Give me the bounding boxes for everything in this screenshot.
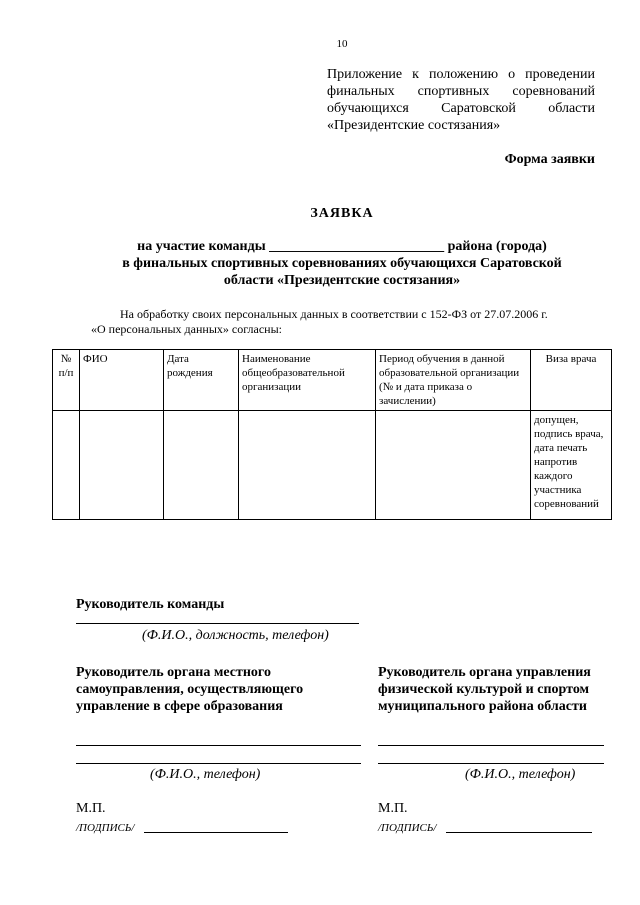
- table-header-row: [53, 350, 612, 411]
- appendix-line: финальных спортивных соревнований: [327, 84, 595, 99]
- right-signature-label: /ПОДПИСЬ/: [378, 822, 437, 834]
- table-row: [53, 411, 612, 520]
- consent-text: [82, 307, 602, 337]
- document-title: ЗАЯВКА: [310, 206, 374, 221]
- col-header-doctor-visa: Виза врача: [531, 350, 612, 411]
- left-signer-title-line: самоуправления, осуществляющего: [76, 682, 304, 697]
- col-header-organization: Наименование общеобразовательной организации: [239, 350, 376, 411]
- appendix-header: [327, 66, 595, 134]
- cell-birthdate[interactable]: [164, 411, 239, 520]
- right-signer-title: [378, 664, 591, 715]
- left-signer-caption: (Ф.И.О., телефон): [150, 767, 261, 782]
- left-signer-title-line: Руководитель органа местного: [76, 665, 271, 680]
- cell-fio[interactable]: [80, 411, 164, 520]
- right-signer-title-line: муниципального района области: [378, 699, 587, 714]
- appendix-line: Приложение к положению о проведении: [327, 67, 595, 82]
- right-signer-caption: (Ф.И.О., телефон): [465, 767, 576, 782]
- cell-organization[interactable]: [239, 411, 376, 520]
- left-signature-label: /ПОДПИСЬ/: [76, 822, 135, 834]
- appendix-line: «Президентские состязания»: [327, 118, 501, 133]
- consent-line: «О персональных данных» согласны:: [91, 322, 282, 336]
- col-header-fio: ФИО: [80, 350, 164, 411]
- right-signer-title-line: Руководитель органа управления: [378, 665, 591, 680]
- team-leader-caption: (Ф.И.О., должность, телефон): [142, 628, 329, 643]
- right-signature-field[interactable]: [378, 818, 592, 834]
- application-table: [52, 349, 612, 520]
- team-leader-signature-line[interactable]: [76, 623, 359, 624]
- team-leader-title: Руководитель команды: [76, 597, 225, 612]
- left-signer-line-2[interactable]: [76, 763, 361, 764]
- left-stamp-label: М.П.: [76, 801, 106, 816]
- document-subtitle: [80, 238, 604, 289]
- left-signer-title-line: управление в сфере образования: [76, 699, 283, 714]
- form-label: Форма заявки: [504, 152, 595, 167]
- page-number: 10: [336, 38, 348, 50]
- left-signer-title: [76, 664, 303, 715]
- right-signature-line: [446, 832, 592, 833]
- right-signer-line-1[interactable]: [378, 745, 604, 746]
- cell-study-period[interactable]: [376, 411, 531, 520]
- left-signature-line: [144, 832, 288, 833]
- right-signer-line-2[interactable]: [378, 763, 604, 764]
- left-signer-line-1[interactable]: [76, 745, 361, 746]
- cell-doctor-visa: допущен, подпись врача, дата печать напротив каждого участника соревнований: [531, 411, 612, 520]
- appendix-line: обучающихся Саратовской области: [327, 101, 595, 116]
- col-header-number: № п/п: [53, 350, 80, 411]
- right-stamp-label: М.П.: [378, 801, 408, 816]
- right-signer-title-line: физической культурой и спортом: [378, 682, 590, 697]
- subtitle-line: на участие команды _________________________ района (города): [137, 239, 547, 254]
- left-signature-field[interactable]: [76, 818, 288, 834]
- col-header-birthdate: Дата рождения: [164, 350, 239, 411]
- col-header-study-period: Период обучения в данной образовательной организации (№ и дата приказа о зачислении): [376, 350, 531, 411]
- cell-number[interactable]: [53, 411, 80, 520]
- subtitle-line: области «Президентские состязания»: [223, 273, 461, 288]
- consent-line: На обработку своих персональных данных в соответствии с 152-ФЗ от 27.07.2006 г.: [120, 307, 548, 321]
- subtitle-line: в финальных спортивных соревнованиях обучающихся Саратовской: [122, 256, 562, 271]
